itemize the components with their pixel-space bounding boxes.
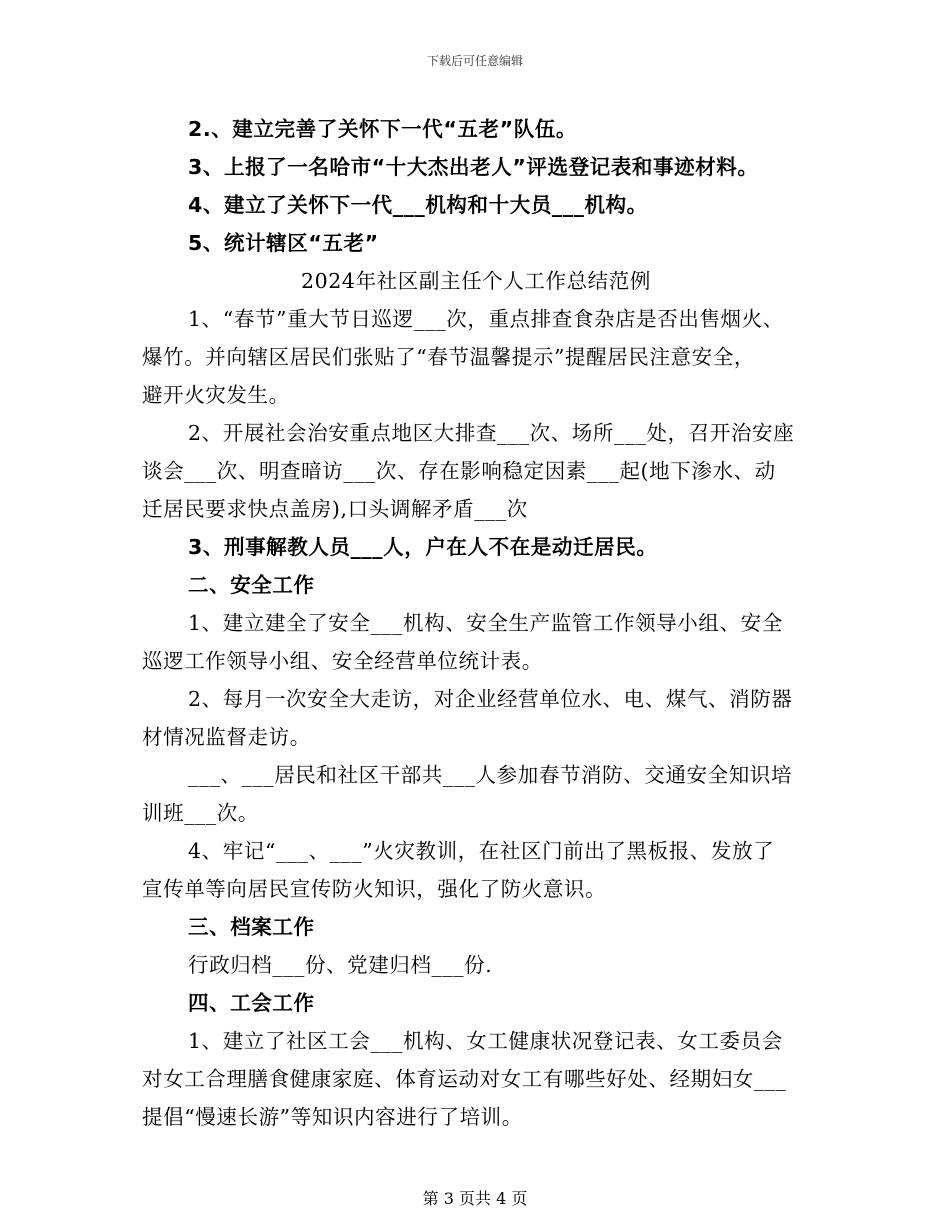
section-line: 3、刑事解教人员___人，户在人不在是动迁居民。	[188, 535, 658, 559]
section-line: 5、统计辖区“五老”	[188, 231, 379, 255]
document-title: 2024年社区副主任个人工作总结范例	[301, 269, 651, 293]
page-number: 第 3 页共 4 页	[422, 1189, 528, 1208]
body-line: 1、建立建全了安全___机构、安全生产监管工作领导小组、安全	[188, 611, 783, 635]
body-line: 4、牢记“___、___”火灾教训，在社区门前出了黑板报、发放了	[188, 839, 775, 863]
document-body	[142, 110, 810, 1136]
body-line: 2、开展社会治安重点地区大排查___次、场所___处，召开治安座	[188, 421, 795, 445]
body-line: ___、___居民和社区干部共___人参加春节消防、交通安全知识培	[188, 763, 793, 787]
body-line: 宣传单等向居民宣传防火知识，强化了防火意识。	[142, 877, 607, 901]
body-line: 2、每月一次安全大走访，对企业经营单位水、电、煤气、消防器	[188, 687, 793, 711]
body-line: 训班___次。	[142, 801, 259, 825]
body-line: 1、“春节”重大节日巡逻___次，重点排查食杂店是否出售烟火、	[188, 307, 784, 331]
body-line: 巡逻工作领导小组、安全经营单位统计表。	[142, 649, 543, 673]
section-line: 三、档案工作	[188, 915, 315, 939]
section-line: 3、上报了一名哈市“十大杰出老人”评选登记表和事迹材料。	[188, 155, 759, 179]
body-line: 谈会___次、明查暗访___次、存在影响稳定因素___起(地下渗水、动	[142, 459, 776, 483]
body-line: 材情况监督走访。	[142, 725, 311, 749]
body-line: 避开火灾发生。	[142, 383, 290, 407]
body-line: 提倡“慢速长游”等知识内容进行了培训。	[142, 1105, 523, 1129]
body-line: 迁居民要求快点盖房),口头调解矛盾___次	[142, 497, 528, 521]
body-line: 对女工合理膳食健康家庭、体育运动对女工有哪些好处、经期妇女___	[142, 1067, 787, 1091]
page-header: 下载后可任意编辑	[426, 54, 523, 68]
body-line: 1、建立了社区工会___机构、女工健康状况登记表、女工委员会	[188, 1029, 783, 1053]
section-line: 4、建立了关怀下一代___机构和十大员___机构。	[188, 193, 648, 217]
section-line: 2.、建立完善了关怀下一代“五老”队伍。	[188, 117, 577, 141]
body-line: 爆竹。并向辖区居民们张贴了“春节温馨提示”提醒居民注意安全，	[142, 345, 755, 369]
body-line: 行政归档___份、党建归档___份.	[188, 953, 493, 977]
section-line: 四、工会工作	[188, 991, 315, 1015]
section-line: 二、安全工作	[188, 573, 315, 597]
